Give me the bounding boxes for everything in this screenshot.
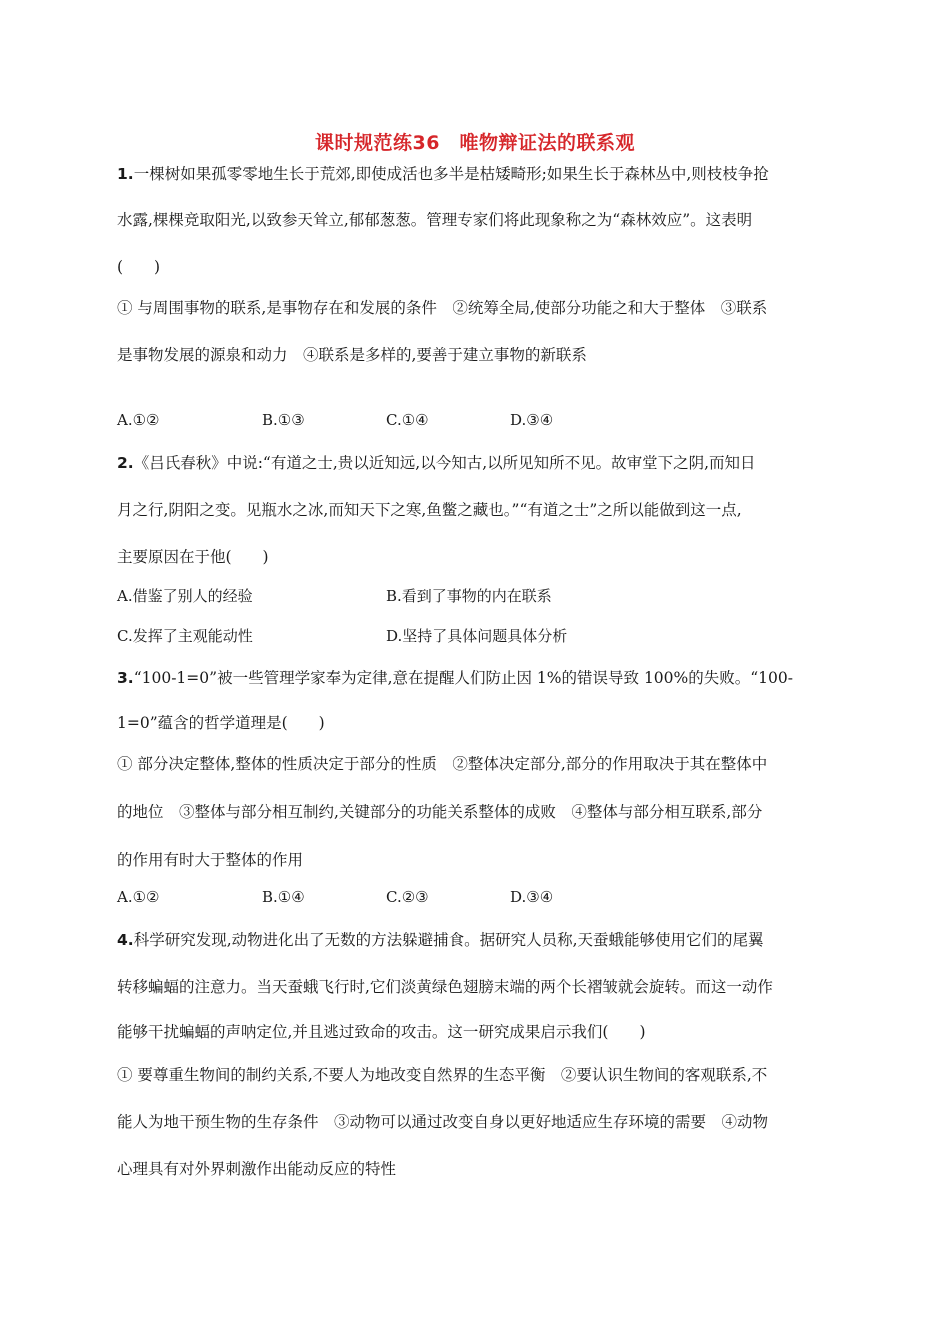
- q2-option-d[interactable]: D.坚持了具体问题具体分析: [386, 627, 568, 645]
- q3-statement-1: ① 部分决定整体,整体的性质决定于部分的性质 ②整体决定部分,部分的作用取决于其在整体中: [117, 755, 768, 773]
- q1-line-2: 水露,棵棵竞取阳光,以致参天耸立,郁郁葱葱。管理专家们将此现象称之为“森林效应”。这表明: [117, 211, 753, 229]
- q4-number: 4.: [117, 931, 134, 949]
- q1-option-d[interactable]: D.③④: [510, 411, 554, 429]
- q3-option-d[interactable]: D.③④: [510, 888, 554, 906]
- q3-option-b[interactable]: B.①④: [262, 888, 305, 906]
- q3-number: 3.: [117, 669, 134, 687]
- q2-number: 2.: [117, 454, 134, 472]
- q1-statement-1: ① 与周围事物的联系,是事物存在和发展的条件 ②统筹全局,使部分功能之和大于整体 ③联系: [117, 299, 768, 317]
- q1-option-c[interactable]: C.①④: [386, 411, 429, 429]
- q3-option-a[interactable]: A.①②: [117, 888, 160, 906]
- q2-line-2: 月之行,阴阳之变。见瓶水之冰,而知天下之寒,鱼鳖之藏也。”“有道之士”之所以能做到这一点,: [117, 501, 742, 519]
- q3-statement-3: 的作用有时大于整体的作用: [117, 851, 304, 869]
- q1-statement-2: 是事物发展的源泉和动力 ④联系是多样的,要善于建立事物的新联系: [117, 346, 587, 364]
- q1-option-a[interactable]: A.①②: [117, 411, 160, 429]
- q1-line-3: ( ): [117, 258, 161, 276]
- q1-option-b[interactable]: B.①③: [262, 411, 305, 429]
- q1-line-1: 1.一棵树如果孤零零地生长于荒郊,即使成活也多半是枯矮畸形;如果生长于森林丛中,则枝枝争抢: [117, 165, 769, 183]
- q2-option-c[interactable]: C.发挥了主观能动性: [117, 627, 253, 645]
- page-title: 课时规范练36 唯物辩证法的联系观: [315, 132, 635, 154]
- q3-line-1: 3.“100-1=0”被一些管理学家奉为定律,意在提醒人们防止因 1%的错误导致 100%的失败。“100-: [117, 669, 793, 687]
- q4-line-2: 转移蝙蝠的注意力。当天蚕蛾飞行时,它们淡黄绿色翅膀末端的两个长褶皱就会旋转。而这一动作: [117, 978, 773, 996]
- q2-option-b[interactable]: B.看到了事物的内在联系: [386, 587, 552, 605]
- q2-option-a[interactable]: A.借鉴了别人的经验: [117, 587, 253, 605]
- q4-line-3: 能够干扰蝙蝠的声呐定位,并且逃过致命的攻击。这一研究成果启示我们( ): [117, 1023, 646, 1041]
- q3-option-c[interactable]: C.②③: [386, 888, 429, 906]
- q4-statement-3: 心理具有对外界刺激作出能动反应的特性: [117, 1160, 397, 1178]
- q4-line-1: 4.科学研究发现,动物进化出了无数的方法躲避捕食。据研究人员称,天蚕蛾能够使用它们的尾翼: [117, 931, 764, 949]
- q4-statement-1: ① 要尊重生物间的制约关系,不要人为地改变自然界的生态平衡 ②要认识生物间的客观联系,不: [117, 1066, 768, 1084]
- q4-statement-2: 能人为地干预生物的生存条件 ③动物可以通过改变自身以更好地适应生存环境的需要 ④动物: [117, 1113, 769, 1131]
- q1-number: 1.: [117, 165, 134, 183]
- q3-line-2: 1=0”蕴含的哲学道理是( ): [117, 714, 325, 732]
- q3-statement-2: 的地位 ③整体与部分相互制约,关键部分的功能关系整体的成败 ④整体与部分相互联系,部分: [117, 803, 763, 821]
- q2-line-3: 主要原因在于他( ): [117, 548, 269, 566]
- q2-line-1: 2.《吕氏春秋》中说:“有道之士,贵以近知远,以今知古,以所见知所不见。故审堂下之阴,而知日: [117, 454, 756, 472]
